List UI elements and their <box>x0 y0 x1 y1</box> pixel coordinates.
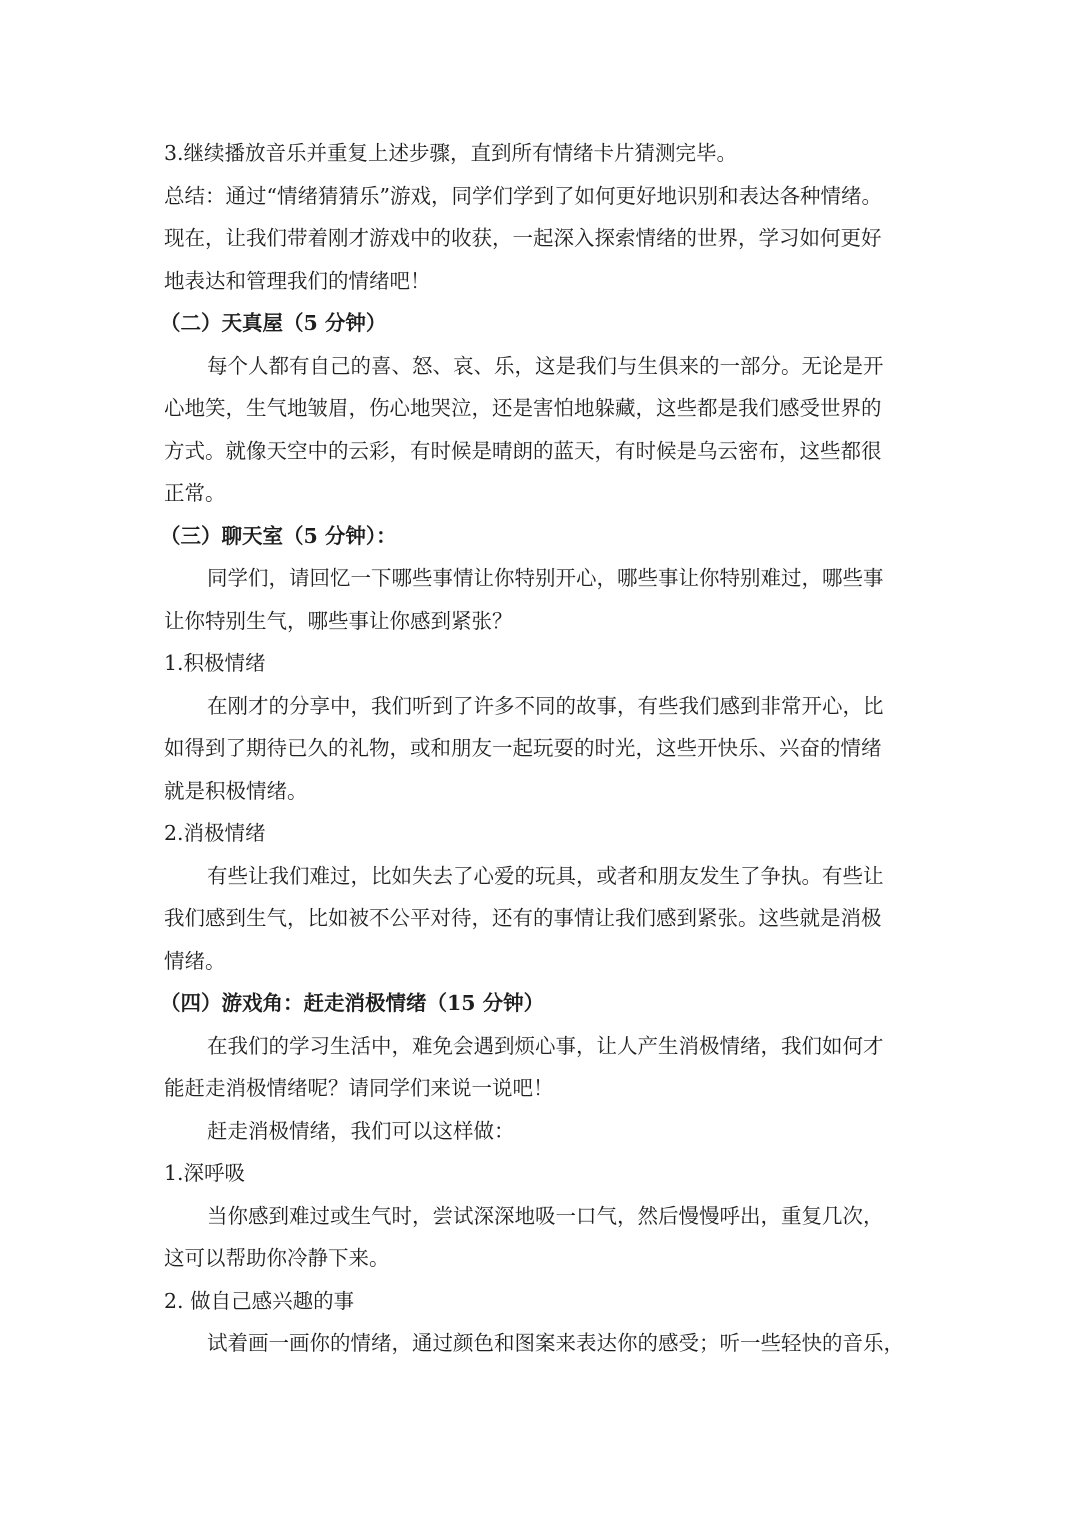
paragraph-line: 心地笑，生气地皱眉，伤心地哭泣，还是害怕地躲藏，这些都是我们感受世界的 <box>164 396 882 420</box>
subsection-title: 1.深呼吸 <box>164 1161 246 1185</box>
paragraph-line: 每个人都有自己的喜、怒、哀、乐，这是我们与生俱来的一部分。无论是开 <box>207 353 884 378</box>
paragraph-line: 在刚才的分享中，我们听到了许多不同的故事，有些我们感到非常开心，比 <box>207 693 884 718</box>
paragraph-line: 赶走消极情绪，我们可以这样做： <box>207 1118 515 1143</box>
paragraph-line: 正常。 <box>164 481 226 505</box>
paragraph-line: 在我们的学习生活中，难免会遇到烦心事，让人产生消极情绪，我们如何才 <box>207 1033 884 1058</box>
section-heading: （四）游戏角：赶走消极情绪（15 分钟） <box>160 991 545 1015</box>
paragraph-line: 方式。就像天空中的云彩，有时候是晴朗的蓝天，有时候是乌云密布，这些都很 <box>164 438 882 463</box>
paragraph-line: 地表达和管理我们的情绪吧！ <box>164 268 431 293</box>
paragraph-line: 让你特别生气，哪些事让你感到紧张？ <box>164 608 513 633</box>
paragraph-line: 试着画一画你的情绪，通过颜色和图案来表达你的感受；听一些轻快的音乐， <box>207 1331 904 1355</box>
section-heading: （三）聊天室（5 分钟）： <box>160 523 397 548</box>
paragraph-line: 总结：通过“情绪猜猜乐”游戏，同学们学到了如何更好地识别和表达各种情绪。 <box>164 183 882 208</box>
paragraph-line: 3.继续播放音乐并重复上述步骤，直到所有情绪卡片猜测完毕。 <box>164 141 738 165</box>
paragraph-line: 同学们，请回忆一下哪些事情让你特别开心，哪些事让你特别难过，哪些事 <box>207 566 884 590</box>
paragraph-line: 就是积极情绪。 <box>164 778 308 803</box>
document-body <box>160 132 916 1365</box>
paragraph-line: 当你感到难过或生气时，尝试深深地吸一口气，然后慢慢呼出，重复几次， <box>207 1203 884 1228</box>
paragraph-line: 情绪。 <box>164 948 226 973</box>
paragraph-line: 这可以帮助你冷静下来。 <box>164 1246 390 1270</box>
subsection-title: 2. 做自己感兴趣的事 <box>164 1288 355 1313</box>
paragraph-line: 能赶走消极情绪呢？请同学们来说一说吧！ <box>164 1076 554 1100</box>
paragraph-line: 如得到了期待已久的礼物，或和朋友一起玩耍的时光，这些开快乐、兴奋的情绪 <box>164 736 882 760</box>
paragraph-line: 有些让我们难过，比如失去了心爱的玩具，或者和朋友发生了争执。有些让 <box>207 863 884 888</box>
subsection-title: 1.积极情绪 <box>164 651 266 675</box>
section-heading: （二）天真屋（5 分钟） <box>160 311 387 335</box>
subsection-title: 2.消极情绪 <box>164 821 266 845</box>
paragraph-line: 现在，让我们带着刚才游戏中的收获，一起深入探索情绪的世界，学习如何更好 <box>164 226 882 250</box>
paragraph-line: 我们感到生气，比如被不公平对待，还有的事情让我们感到紧张。这些就是消极 <box>164 906 882 930</box>
